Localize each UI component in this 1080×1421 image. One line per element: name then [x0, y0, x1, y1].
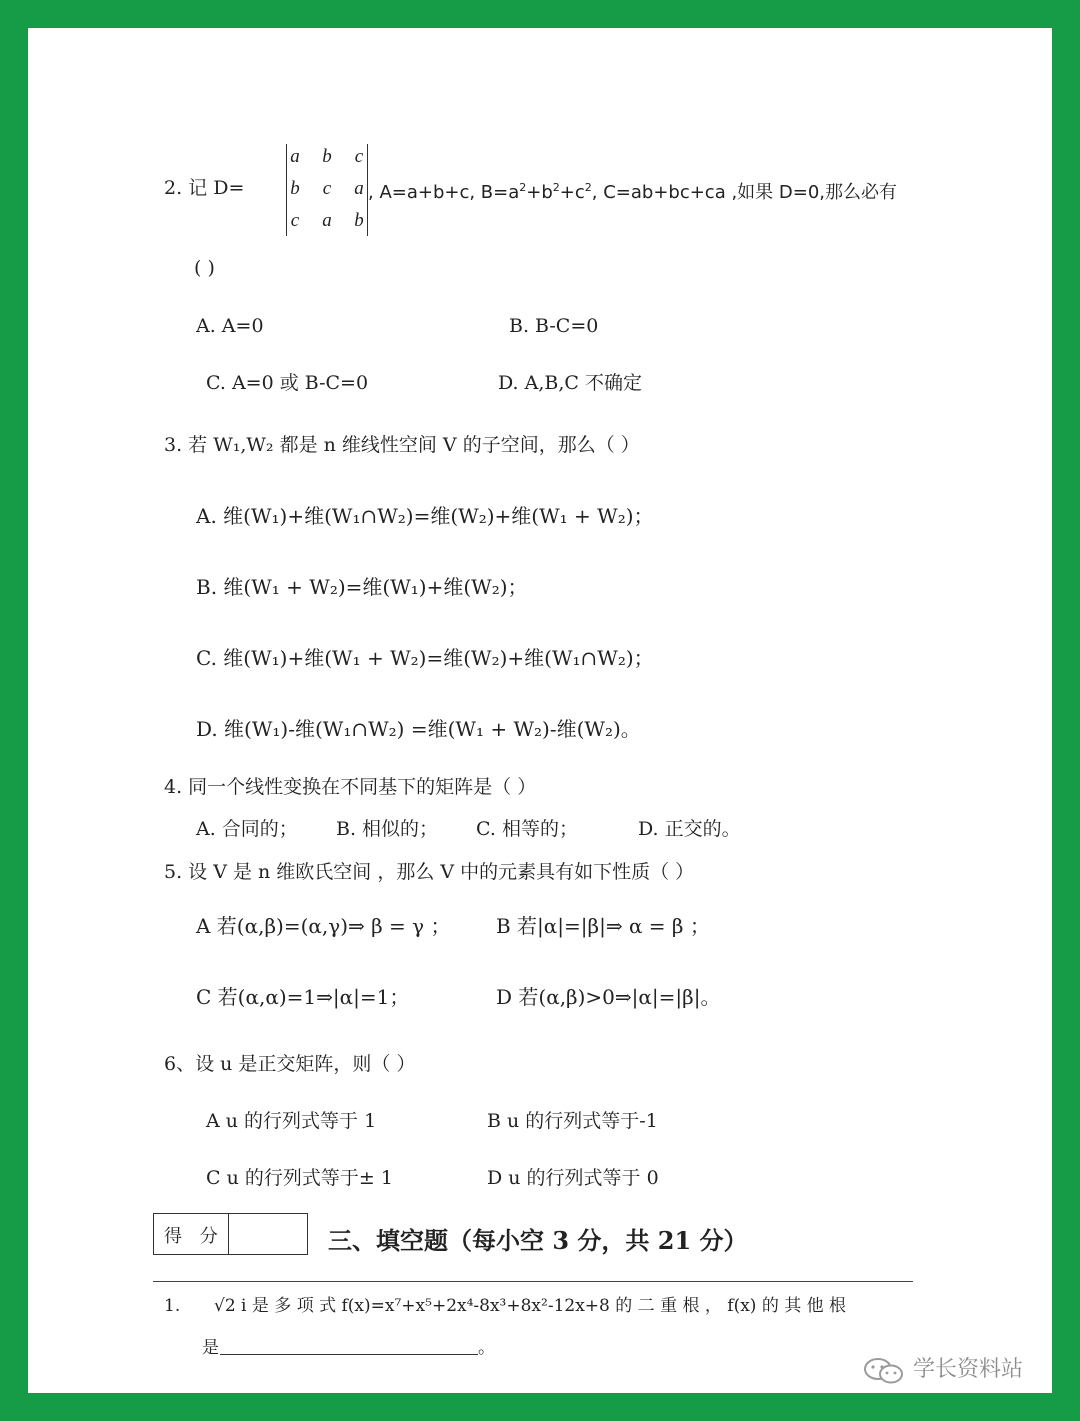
q3-option-d: D. 维(W₁)-维(W₁∩W₂) =维(W₁ + W₂)-维(W₂)。: [196, 717, 641, 741]
q2-suffix-d: , C=ab+bc+ca ,如果 D=0,那么必有: [591, 182, 898, 203]
fill1-line2-suffix: 。: [478, 1338, 495, 1358]
q2-paren: ( ): [194, 257, 215, 279]
det-cell: c: [290, 210, 300, 231]
q2-prefix: 2. 记 D=: [164, 177, 245, 199]
q4-option-b: B. 相似的；: [336, 818, 439, 840]
q2-suffix-b: +b: [526, 182, 553, 203]
q2-sup: 2: [519, 181, 527, 194]
q6-option-c: C u 的行列式等于± 1: [206, 1167, 393, 1189]
score-divider: [228, 1214, 229, 1254]
q5-option-d: D 若(α,β)>0⇒|α|=|β|。: [496, 985, 721, 1009]
fill1-number: 1.: [164, 1296, 181, 1316]
q5-option-a: A 若(α,β)=(α,γ)⇒ β = γ ；: [196, 914, 451, 938]
fill1-answer-blank[interactable]: [220, 1354, 478, 1355]
q4-option-c: C. 相等的；: [476, 818, 578, 840]
det-cell: c: [322, 178, 332, 199]
fill1-line2-prefix: 是: [202, 1338, 219, 1358]
q5-stem: 5. 设 V 是 n 维欧氏空间 ，那么 V 中的元素具有如下性质（ ）: [164, 861, 695, 883]
score-box: [153, 1213, 308, 1255]
q3-stem: 3. 若 W₁,W₂ 都是 n 维线性空间 V 的子空间，那么（ ）: [164, 434, 640, 456]
q3-option-c: C. 维(W₁)+维(W₁ + W₂)=维(W₂)+维(W₁∩W₂)；: [196, 646, 654, 670]
score-label: 得 分: [164, 1226, 224, 1247]
q2-determinant: [286, 144, 368, 236]
watermark-text: 学长资料站: [913, 1357, 1024, 1382]
q2-sup: 2: [584, 181, 592, 194]
q4-option-d: D. 正交的。: [638, 818, 741, 840]
section-title: 三、填空题（每小空 3 分，共 21 分）: [328, 1226, 748, 1255]
fill1-line1: √2 i 是 多 项 式 f(x)=x⁷+x⁵+2x⁴-8x³+8x²-12x+8 的 二 重 根 ， f(x) 的 其 他 根: [214, 1296, 847, 1316]
q2-sup: 2: [552, 181, 560, 194]
section-divider: [153, 1281, 913, 1282]
q6-option-a: A u 的行列式等于 1: [206, 1110, 377, 1132]
wechat-logo-icon: [862, 1356, 906, 1386]
q6-option-b: B u 的行列式等于-1: [487, 1110, 658, 1132]
q3-option-a: A. 维(W₁)+维(W₁∩W₂)=维(W₂)+维(W₁ + W₂)；: [196, 504, 654, 528]
det-cell: c: [354, 146, 364, 167]
exam-page: [28, 28, 1052, 1393]
q4-option-a: A. 合同的；: [196, 818, 298, 840]
q2-suffix-a: , A=a+b+c, B=a: [368, 182, 520, 203]
q2-option-b: B. B-C=0: [509, 315, 599, 337]
q2-suffix-c: +c: [559, 182, 585, 203]
q2-suffix: [368, 176, 897, 205]
q4-stem: 4. 同一个线性变换在不同基下的矩阵是（ ）: [164, 776, 537, 798]
det-cell: b: [354, 210, 364, 231]
det-cell: b: [290, 178, 300, 199]
q2-option-a: A. A=0: [196, 315, 264, 337]
det-cell: a: [354, 178, 364, 199]
q5-option-c: C 若(α,α)=1⇒|α|=1；: [196, 985, 410, 1009]
q5-option-b: B 若|α|=|β|⇒ α = β ；: [496, 914, 710, 938]
det-cell: a: [290, 146, 300, 167]
q2-option-d: D. A,B,C 不确定: [498, 372, 642, 394]
q3-option-b: B. 维(W₁ + W₂)=维(W₁)+维(W₂)；: [196, 575, 528, 599]
det-cell: a: [322, 210, 332, 231]
det-cell: b: [322, 146, 332, 167]
q2-option-c: C. A=0 或 B-C=0: [206, 372, 369, 394]
q6-stem: 6、设 u 是正交矩阵，则（ ）: [164, 1053, 416, 1075]
q6-option-d: D u 的行列式等于 0: [487, 1167, 659, 1189]
